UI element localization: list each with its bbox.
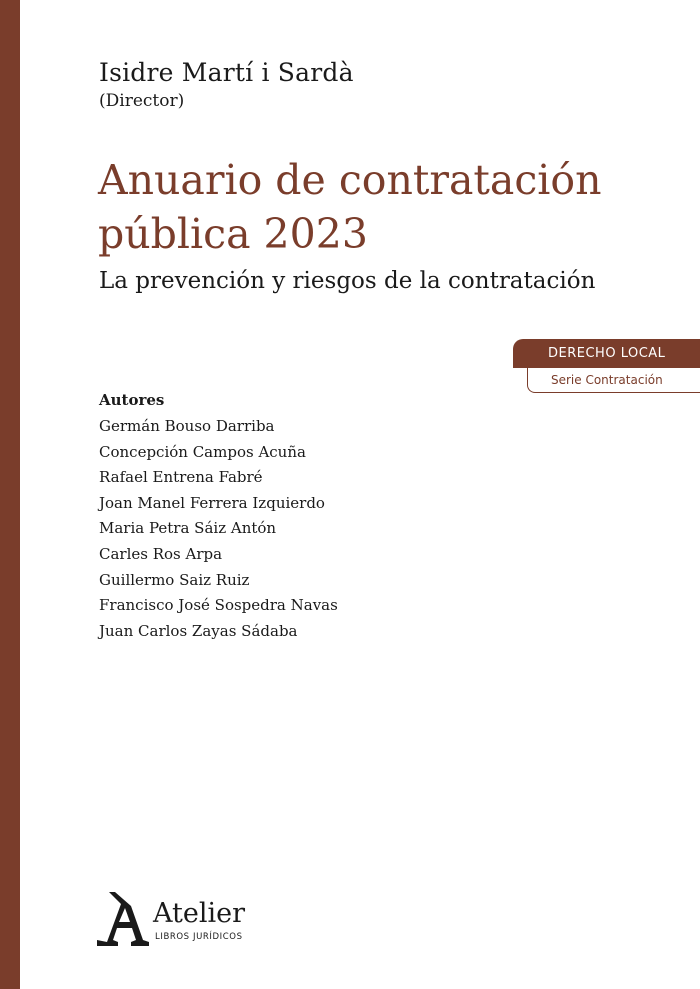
authors-heading: Autores (99, 391, 165, 409)
author-name: Carles Ros Arpa (99, 544, 223, 563)
author-name: Francisco José Sospedra Navas (99, 596, 338, 615)
author-name: Guillermo Saiz Ruiz (99, 570, 250, 589)
cover-spine-band (0, 0, 20, 989)
book-subtitle: La prevención y riesgos de la contratación (99, 268, 596, 294)
author-name: Concepción Campos Acuña (99, 442, 306, 461)
book-title-line-1: Anuario de contratación (98, 156, 602, 204)
book-title-line-2: pública 2023 (98, 210, 368, 258)
publisher-name: Atelier (153, 898, 246, 929)
author-name: Joan Manel Ferrera Izquierdo (99, 493, 325, 512)
collection-label: DERECHO LOCAL (513, 339, 700, 368)
series-label: Serie Contratación (527, 368, 700, 393)
publisher-tagline: LIBROS JURÍDICOS (155, 932, 243, 942)
author-name: Germán Bouso Darriba (99, 417, 275, 435)
atelier-a-monogram-icon (95, 888, 151, 950)
author-name: Rafael Entrena Fabré (99, 468, 263, 487)
director-role: (Director) (99, 91, 185, 111)
director-name: Isidre Martí i Sardà (99, 58, 354, 87)
author-name: Maria Petra Sáiz Antón (99, 519, 277, 538)
authors-list (99, 416, 338, 646)
publisher-logo (95, 888, 265, 950)
author-name: Juan Carlos Zayas Sádaba (99, 621, 298, 640)
